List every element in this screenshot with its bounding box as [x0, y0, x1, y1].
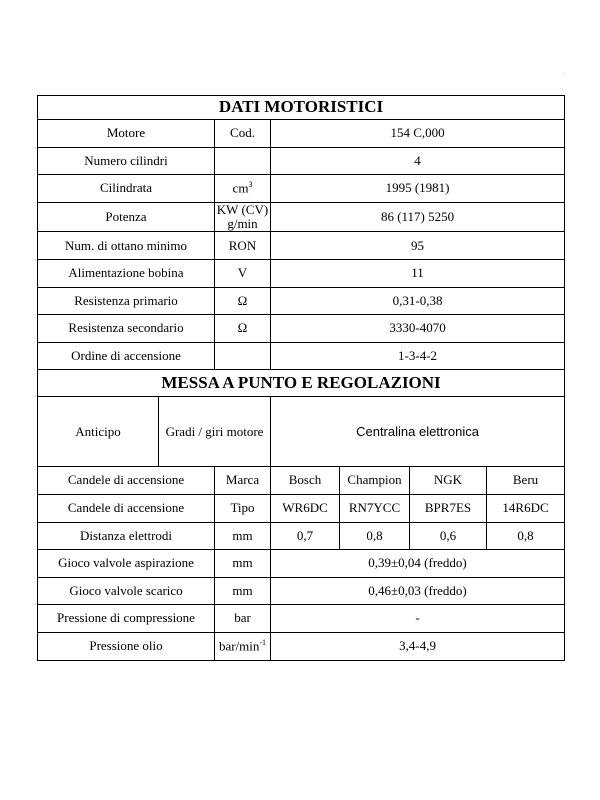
- table-row-anticipo: Anticipo Gradi / giri motore Centralina elettronica: [38, 397, 565, 467]
- table-row-distanza: Distanza elettrodi mm 0,7 0,8 0,6 0,8: [38, 522, 565, 550]
- section2-title-row: [38, 370, 565, 397]
- table-row-potenza: Potenza KW (CV) g/min 86 (117) 5250: [38, 202, 565, 232]
- table-row-candele-tipo: Candele di accensione Tipo WR6DC RN7YCC BPR7ES 14R6DC: [38, 494, 565, 522]
- table-row-candele-marca: Candele di accensione Marca Bosch Champion NGK Beru: [38, 467, 565, 495]
- section2-title: MESSA A PUNTO E REGOLAZIONI: [38, 370, 565, 397]
- table-row-valvole-scar: Gioco valvole scarico mm 0,46±0,03 (freddo): [38, 577, 565, 605]
- table-row-olio: Pressione olio bar/$\min^{-1}$ 3,4-4,9: [38, 632, 565, 660]
- unit-cm3: $cm^3$: [215, 175, 271, 203]
- corner-dot: .: [563, 70, 565, 76]
- table-row-cilindri: Numero cilindri 4: [38, 147, 565, 175]
- table-row-ordine: Ordine di accensione 1-3-4-2: [38, 342, 565, 370]
- table-row-res-secondario: Resistenza secondario Ω 3330-4070: [38, 315, 565, 343]
- table-row-res-primario: Resistenza primario Ω 0,31-0,38: [38, 287, 565, 315]
- engine-spec-table: [37, 95, 565, 661]
- unit-kw-gmin: KW (CV) g/min: [215, 202, 271, 232]
- table-row-ottano: Num. di ottano minimo RON 95: [38, 232, 565, 260]
- table-title: DATI MOTORISTICI: [38, 96, 565, 120]
- table-row-motore: Motore Cod. 154 C,000: [38, 120, 565, 148]
- unit-bar-min: bar/$\min^{-1}$: [215, 632, 271, 660]
- table-row-valvole-asp: Gioco valvole aspirazione mm 0,39±0,04 (freddo): [38, 550, 565, 578]
- title-row: [38, 96, 565, 120]
- table-row-compressione: Pressione di compressione bar -: [38, 605, 565, 633]
- table-row-bobina: Alimentazione bobina V 11: [38, 259, 565, 287]
- table-row-cilindrata: Cilindrata $cm^3$ 1995 (1981): [38, 175, 565, 203]
